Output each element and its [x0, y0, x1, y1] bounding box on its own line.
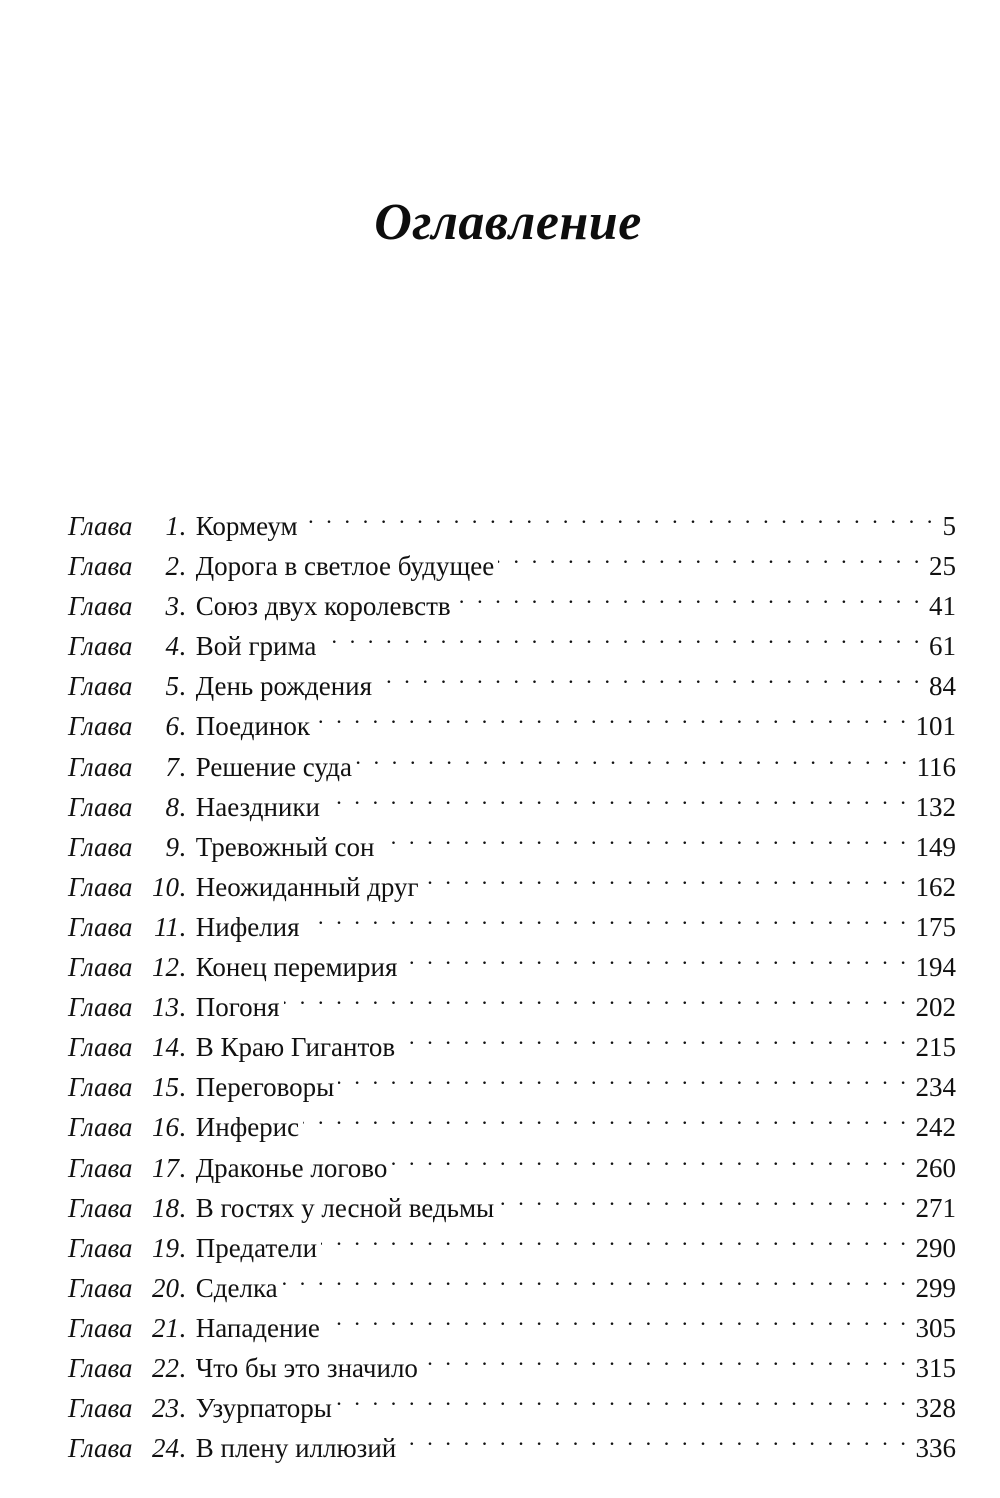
dot-leader [303, 1096, 909, 1136]
page-number: 101 [915, 711, 956, 742]
page-title: Оглавление [374, 193, 642, 251]
chapter-title: В Краю Гигантов [195, 1032, 396, 1063]
chapter-label [68, 1428, 179, 1468]
chapter-number-dot: . [179, 791, 186, 822]
dot-leader [400, 1417, 909, 1457]
chapter-word: Глава [68, 831, 133, 862]
chapter-label [68, 666, 179, 706]
chapter-label [68, 706, 179, 746]
chapter-number: 2 [165, 551, 179, 582]
chapter-number-dot: . [179, 1272, 186, 1303]
chapter-number-dot: . [179, 631, 186, 662]
chapter-number: 24 [152, 1433, 179, 1464]
chapter-number: 13 [152, 992, 179, 1023]
dot-leader [391, 1137, 909, 1177]
chapter-number: 7 [165, 751, 179, 782]
chapter-number-dot: . [179, 551, 186, 582]
chapter-word: Глава [68, 1112, 133, 1143]
chapter-title: Дорога в светлое будущее [195, 551, 495, 582]
chapter-number-dot: . [179, 1393, 186, 1424]
chapter-number: 6 [165, 711, 179, 742]
chapter-number: 19 [152, 1232, 179, 1263]
page-number: 260 [915, 1152, 956, 1183]
chapter-title: Драконье логово [195, 1152, 388, 1183]
chapter-number-dot: . [179, 511, 186, 541]
chapter-number-dot: . [179, 952, 186, 983]
dot-leader [302, 495, 936, 535]
chapter-title: Что бы это значило [195, 1352, 418, 1383]
chapter-number: 18 [152, 1192, 179, 1223]
chapter-label [68, 867, 179, 907]
chapter-number: 11 [154, 911, 179, 942]
chapter-title: День рождения [195, 671, 373, 702]
dot-leader [304, 896, 910, 936]
chapter-number: 12 [152, 952, 179, 983]
chapter-word: Глава [68, 1192, 133, 1223]
chapter-word: Глава [68, 791, 133, 822]
chapter-title: Предатели [195, 1232, 318, 1263]
chapter-title: Переговоры [195, 1072, 335, 1103]
dot-leader [455, 575, 923, 615]
chapter-word: Глава [68, 1032, 133, 1063]
chapter-title: В гостях у лесной ведьмы [195, 1192, 495, 1223]
chapter-number-dot: . [179, 591, 186, 622]
dot-leader [324, 1297, 910, 1337]
chapter-label [68, 626, 179, 666]
chapter-label [68, 546, 179, 586]
chapter-title: В плену иллюзий [195, 1433, 397, 1464]
page-number: 234 [915, 1072, 956, 1103]
chapter-word: Глава [68, 591, 133, 622]
page-number: 149 [915, 831, 956, 862]
page-number: 215 [915, 1032, 956, 1063]
page-number: 5 [942, 511, 956, 541]
chapter-label [68, 907, 179, 947]
chapter-number: 22 [152, 1352, 179, 1383]
dot-leader [423, 856, 910, 896]
chapter-number-dot: . [179, 1352, 186, 1383]
page-number: 41 [929, 591, 956, 622]
chapter-title: Инферис [195, 1112, 300, 1143]
chapter-title: Тревожный сон [195, 831, 375, 862]
chapter-word: Глава [68, 1272, 133, 1303]
chapter-word: Глава [68, 1152, 133, 1183]
chapter-number-dot: . [179, 831, 186, 862]
chapter-number: 16 [152, 1112, 179, 1143]
page-number: 202 [915, 992, 956, 1023]
chapter-title: Сделка [195, 1272, 278, 1303]
chapter-number-dot: . [179, 992, 186, 1023]
chapter-label [68, 1188, 179, 1228]
chapter-title: Союз двух королевств [195, 591, 451, 622]
dot-leader [356, 736, 911, 776]
chapter-word: Глава [68, 1393, 133, 1424]
chapter-number: 1 [165, 511, 179, 541]
chapter-number-dot: . [179, 1433, 186, 1464]
chapter-label [68, 1388, 179, 1428]
chapter-title: Неожиданный друг [195, 871, 419, 902]
page-number: 328 [915, 1393, 956, 1424]
chapter-label [68, 1228, 179, 1268]
page-number: 305 [915, 1312, 956, 1343]
page-number: 132 [915, 791, 956, 822]
chapter-title: Наездники [195, 791, 320, 822]
page-number: 116 [916, 751, 956, 782]
chapter-title: Погоня [195, 992, 280, 1023]
page-number: 25 [929, 551, 956, 582]
dot-leader [282, 1257, 910, 1297]
chapter-word: Глава [68, 751, 133, 782]
chapter-word: Глава [68, 1312, 133, 1343]
dot-leader [376, 655, 923, 695]
chapter-word: Глава [68, 711, 133, 742]
chapter-word: Глава [68, 992, 133, 1023]
page-number: 271 [915, 1192, 956, 1223]
chapter-number: 20 [152, 1272, 179, 1303]
chapter-label [68, 1027, 179, 1067]
chapter-title: Нифелия [195, 911, 300, 942]
chapter-number-dot: . [179, 871, 186, 902]
dot-leader [321, 1217, 909, 1257]
dot-leader [336, 1377, 910, 1417]
chapter-number: 21 [152, 1312, 179, 1343]
chapter-number-dot: . [179, 711, 186, 742]
page-number: 315 [915, 1352, 956, 1383]
dot-leader [320, 615, 923, 655]
chapter-number: 9 [165, 831, 179, 862]
chapter-label [68, 1308, 179, 1348]
chapter-number: 14 [152, 1032, 179, 1063]
chapter-number-dot: . [179, 1232, 186, 1263]
chapter-label [68, 1348, 179, 1388]
chapter-word: Глава [68, 952, 133, 983]
chapter-label [68, 1148, 179, 1188]
chapter-number-dot: . [179, 1072, 186, 1103]
chapter-title: Нападение [195, 1312, 320, 1343]
page-number: 162 [915, 871, 956, 902]
chapter-label [68, 947, 179, 987]
chapter-word: Глава [68, 1232, 133, 1263]
chapter-label [68, 987, 179, 1027]
chapter-number: 3 [165, 591, 179, 622]
dot-leader [498, 535, 923, 575]
chapter-label [68, 1067, 179, 1107]
chapter-word: Глава [68, 1352, 133, 1383]
chapter-label [68, 1107, 179, 1147]
chapter-number: 4 [165, 631, 179, 662]
chapter-word: Глава [68, 1433, 133, 1464]
chapter-title: Решение суда [195, 751, 352, 782]
dot-leader [378, 816, 909, 856]
chapter-number-dot: . [179, 1112, 186, 1143]
chapter-word: Глава [68, 871, 133, 902]
page-number: 84 [929, 671, 956, 702]
dot-leader [338, 1056, 909, 1096]
chapter-number-dot: . [179, 671, 186, 702]
chapter-number: 8 [165, 791, 179, 822]
chapter-word: Глава [68, 511, 133, 541]
toc-entry-chapter-1[interactable] [68, 495, 956, 541]
chapter-number: 23 [152, 1393, 179, 1424]
chapter-number: 15 [152, 1072, 179, 1103]
page-number: 194 [915, 952, 956, 983]
chapter-word: Глава [68, 911, 133, 942]
page-number: 290 [915, 1232, 956, 1263]
chapter-title: Конец перемирия [195, 952, 398, 983]
dot-leader [498, 1177, 909, 1217]
dot-leader [399, 1016, 909, 1056]
chapter-label [68, 747, 179, 787]
chapter-word: Глава [68, 1072, 133, 1103]
chapter-number-dot: . [179, 911, 186, 942]
chapter-label [68, 787, 179, 827]
chapter-title: Вой грима [195, 631, 317, 662]
chapter-word: Глава [68, 671, 133, 702]
page-number: 299 [915, 1272, 956, 1303]
page-number: 175 [915, 911, 956, 942]
chapter-number: 10 [152, 871, 179, 902]
chapter-label [68, 506, 179, 546]
chapter-number-dot: . [179, 1152, 186, 1183]
chapter-label [68, 1268, 179, 1308]
chapter-word: Глава [68, 551, 133, 582]
chapter-number: 5 [165, 671, 179, 702]
chapter-title: Узурпаторы [195, 1393, 332, 1424]
page-number: 242 [915, 1112, 956, 1143]
dot-leader [324, 776, 910, 816]
table-of-contents [68, 495, 956, 1464]
page-number: 336 [915, 1433, 956, 1464]
chapter-word: Глава [68, 631, 133, 662]
dot-leader [284, 976, 910, 1016]
chapter-label [68, 586, 179, 626]
chapter-title: Кормеум [195, 511, 298, 541]
dot-leader [401, 936, 909, 976]
chapter-number-dot: . [179, 1312, 186, 1343]
chapter-title: Поединок [195, 711, 310, 742]
chapter-number: 17 [152, 1152, 179, 1183]
dot-leader [422, 1337, 910, 1377]
chapter-number-dot: . [179, 1192, 186, 1223]
page-number: 61 [929, 631, 956, 662]
chapter-label [68, 827, 179, 867]
dot-leader [314, 695, 910, 735]
chapter-number-dot: . [179, 1032, 186, 1063]
chapter-number-dot: . [179, 751, 186, 782]
